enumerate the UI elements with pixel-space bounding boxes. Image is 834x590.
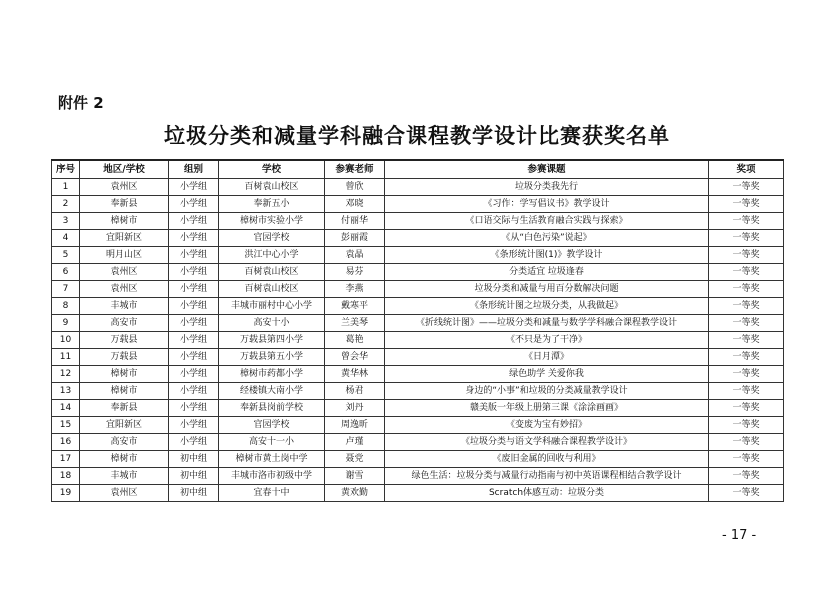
cell-group: 小学组 (169, 349, 219, 366)
table-row (52, 349, 784, 366)
cell-award: 一等奖 (709, 196, 784, 213)
cell-region: 樟树市 (80, 366, 169, 383)
cell-region: 袁州区 (80, 264, 169, 281)
cell-topic: 《日月潭》 (385, 349, 709, 366)
cell-group: 初中组 (169, 468, 219, 485)
table-row (52, 485, 784, 502)
cell-teacher: 杨君 (325, 383, 385, 400)
cell-teacher: 兰美琴 (325, 315, 385, 332)
cell-topic: 《条形统计图之垃圾分类，从我做起》 (385, 298, 709, 315)
cell-award: 一等奖 (709, 230, 784, 247)
cell-topic: 《垃圾分类与语文学科融合课程教学设计》 (385, 434, 709, 451)
cell-index: 1 (52, 179, 80, 196)
cell-teacher: 邓晓 (325, 196, 385, 213)
cell-index: 14 (52, 400, 80, 417)
cell-index: 3 (52, 213, 80, 230)
cell-school: 百树袁山校区 (219, 264, 325, 281)
cell-teacher: 周逸昕 (325, 417, 385, 434)
cell-index: 19 (52, 485, 80, 502)
table-row (52, 213, 784, 230)
cell-teacher: 聂党 (325, 451, 385, 468)
cell-region: 高安市 (80, 434, 169, 451)
cell-group: 小学组 (169, 417, 219, 434)
cell-topic: Scratch体感互动：垃圾分类 (385, 485, 709, 502)
cell-group: 小学组 (169, 383, 219, 400)
table-row (52, 434, 784, 451)
cell-region: 樟树市 (80, 451, 169, 468)
cell-school: 丰城市洛市初级中学 (219, 468, 325, 485)
cell-topic: 赣美版一年级上册第三课《涂涂画画》 (385, 400, 709, 417)
cell-teacher: 黄华林 (325, 366, 385, 383)
cell-group: 小学组 (169, 281, 219, 298)
cell-index: 6 (52, 264, 80, 281)
cell-index: 8 (52, 298, 80, 315)
cell-award: 一等奖 (709, 349, 784, 366)
cell-school: 万载县第四小学 (219, 332, 325, 349)
cell-teacher: 曾会华 (325, 349, 385, 366)
cell-index: 10 (52, 332, 80, 349)
cell-group: 小学组 (169, 196, 219, 213)
cell-region: 宜阳新区 (80, 230, 169, 247)
table-row (52, 230, 784, 247)
cell-region: 樟树市 (80, 213, 169, 230)
cell-award: 一等奖 (709, 247, 784, 264)
cell-index: 12 (52, 366, 80, 383)
cell-index: 13 (52, 383, 80, 400)
cell-index: 16 (52, 434, 80, 451)
table-row (52, 400, 784, 417)
cell-group: 小学组 (169, 298, 219, 315)
cell-region: 袁州区 (80, 485, 169, 502)
cell-school: 官园学校 (219, 417, 325, 434)
table-header-row (52, 160, 784, 179)
cell-group: 小学组 (169, 213, 219, 230)
cell-award: 一等奖 (709, 383, 784, 400)
cell-teacher: 彭丽霞 (325, 230, 385, 247)
cell-topic: 绿色助学 关爱你我 (385, 366, 709, 383)
cell-index: 17 (52, 451, 80, 468)
cell-school: 樟树市药都小学 (219, 366, 325, 383)
cell-index: 18 (52, 468, 80, 485)
header-region: 地区/学校 (80, 160, 169, 179)
cell-region: 袁州区 (80, 179, 169, 196)
cell-region: 高安市 (80, 315, 169, 332)
cell-topic: 身边的“小事”和垃圾的分类减量教学设计 (385, 383, 709, 400)
cell-topic: 《折线统计图》——垃圾分类和减量与数学学科融合课程教学设计 (385, 315, 709, 332)
table-row (52, 451, 784, 468)
cell-region: 奉新县 (80, 196, 169, 213)
cell-school: 樟树市黄土岗中学 (219, 451, 325, 468)
page-number: - 17 - (722, 528, 757, 543)
table-body (52, 179, 784, 502)
cell-school: 宜春十中 (219, 485, 325, 502)
cell-index: 2 (52, 196, 80, 213)
cell-region: 丰城市 (80, 468, 169, 485)
table-row (52, 366, 784, 383)
table-row (52, 383, 784, 400)
cell-award: 一等奖 (709, 315, 784, 332)
cell-group: 小学组 (169, 315, 219, 332)
cell-group: 小学组 (169, 264, 219, 281)
cell-teacher: 葛艳 (325, 332, 385, 349)
cell-teacher: 李燕 (325, 281, 385, 298)
cell-teacher: 戴寒平 (325, 298, 385, 315)
header-topic: 参赛课题 (385, 160, 709, 179)
cell-school: 丰城市丽村中心小学 (219, 298, 325, 315)
table-row (52, 196, 784, 213)
attachment-label: 附件 2 (58, 94, 104, 112)
cell-region: 万载县 (80, 349, 169, 366)
cell-award: 一等奖 (709, 298, 784, 315)
header-award: 奖项 (709, 160, 784, 179)
cell-topic: 分类适宜 垃圾逢春 (385, 264, 709, 281)
cell-school: 奉新五小 (219, 196, 325, 213)
cell-school: 高安十小 (219, 315, 325, 332)
cell-teacher: 付丽华 (325, 213, 385, 230)
cell-region: 宜阳新区 (80, 417, 169, 434)
cell-topic: 垃圾分类我先行 (385, 179, 709, 196)
cell-index: 11 (52, 349, 80, 366)
header-teacher: 参赛老师 (325, 160, 385, 179)
table-row (52, 468, 784, 485)
table-row (52, 179, 784, 196)
cell-school: 百树袁山校区 (219, 179, 325, 196)
cell-teacher: 刘丹 (325, 400, 385, 417)
cell-school: 奉新县岗前学校 (219, 400, 325, 417)
cell-award: 一等奖 (709, 417, 784, 434)
cell-group: 小学组 (169, 400, 219, 417)
cell-region: 袁州区 (80, 281, 169, 298)
cell-index: 4 (52, 230, 80, 247)
cell-topic: 垃圾分类和减量与用百分数解决问题 (385, 281, 709, 298)
table-row (52, 332, 784, 349)
header-school: 学校 (219, 160, 325, 179)
table-row (52, 315, 784, 332)
cell-index: 5 (52, 247, 80, 264)
cell-school: 经楼镇大南小学 (219, 383, 325, 400)
cell-group: 初中组 (169, 451, 219, 468)
cell-award: 一等奖 (709, 468, 784, 485)
cell-topic: 《变废为宝有妙招》 (385, 417, 709, 434)
awards-table (51, 159, 784, 502)
cell-award: 一等奖 (709, 434, 784, 451)
cell-region: 奉新县 (80, 400, 169, 417)
table-row (52, 298, 784, 315)
cell-group: 小学组 (169, 434, 219, 451)
cell-teacher: 卢瑾 (325, 434, 385, 451)
cell-school: 百树袁山校区 (219, 281, 325, 298)
document-title: 垃圾分类和减量学科融合课程教学设计比赛获奖名单 (164, 123, 670, 148)
cell-teacher: 易芬 (325, 264, 385, 281)
cell-school: 洪江中心小学 (219, 247, 325, 264)
cell-award: 一等奖 (709, 281, 784, 298)
cell-topic: 绿色生活：垃圾分类与减量行动指南与初中英语课程相结合教学设计 (385, 468, 709, 485)
cell-award: 一等奖 (709, 179, 784, 196)
cell-award: 一等奖 (709, 366, 784, 383)
cell-award: 一等奖 (709, 332, 784, 349)
table-row (52, 417, 784, 434)
cell-group: 小学组 (169, 247, 219, 264)
cell-region: 明月山区 (80, 247, 169, 264)
cell-topic: 《废旧金属的回收与利用》 (385, 451, 709, 468)
cell-teacher: 袁晶 (325, 247, 385, 264)
cell-teacher: 谢雪 (325, 468, 385, 485)
cell-teacher: 黄欢勤 (325, 485, 385, 502)
header-index: 序号 (52, 160, 80, 179)
cell-school: 万载县第五小学 (219, 349, 325, 366)
cell-award: 一等奖 (709, 400, 784, 417)
table-row (52, 264, 784, 281)
cell-school: 高安十一小 (219, 434, 325, 451)
cell-award: 一等奖 (709, 213, 784, 230)
cell-topic: 《习作：学写倡议书》教学设计 (385, 196, 709, 213)
cell-school: 樟树市实验小学 (219, 213, 325, 230)
cell-topic: 《不只是为了干净》 (385, 332, 709, 349)
cell-region: 丰城市 (80, 298, 169, 315)
cell-group: 小学组 (169, 332, 219, 349)
cell-group: 小学组 (169, 179, 219, 196)
table-row (52, 247, 784, 264)
cell-group: 小学组 (169, 366, 219, 383)
cell-index: 7 (52, 281, 80, 298)
cell-region: 樟树市 (80, 383, 169, 400)
cell-topic: 《条形统计图(1)》教学设计 (385, 247, 709, 264)
cell-teacher: 曾欣 (325, 179, 385, 196)
cell-group: 初中组 (169, 485, 219, 502)
cell-award: 一等奖 (709, 264, 784, 281)
cell-award: 一等奖 (709, 451, 784, 468)
cell-topic: 《从“白色污染”说起》 (385, 230, 709, 247)
cell-index: 15 (52, 417, 80, 434)
cell-school: 官园学校 (219, 230, 325, 247)
header-group: 组别 (169, 160, 219, 179)
cell-group: 小学组 (169, 230, 219, 247)
table-row (52, 281, 784, 298)
cell-topic: 《口语交际与生活教育融合实践与探索》 (385, 213, 709, 230)
cell-award: 一等奖 (709, 485, 784, 502)
cell-region: 万载县 (80, 332, 169, 349)
cell-index: 9 (52, 315, 80, 332)
